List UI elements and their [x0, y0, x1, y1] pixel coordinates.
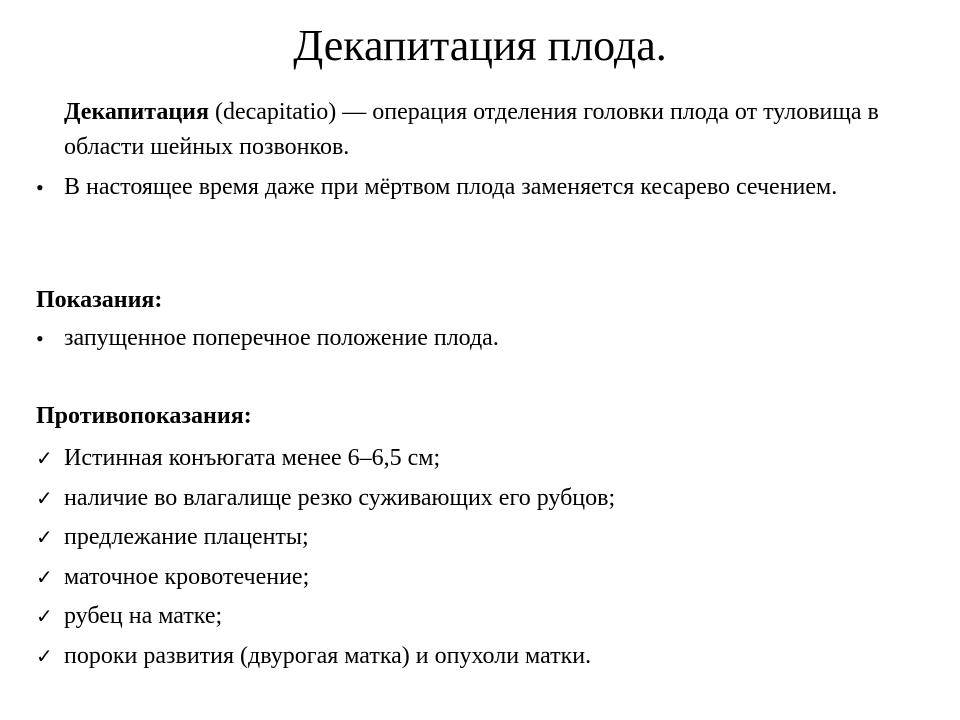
definition-term: Декапитация — [64, 99, 209, 125]
checkmark-icon: ✓ — [36, 525, 53, 549]
bullet-icon: • — [36, 326, 44, 351]
contraindications-heading: Противопоказания: — [36, 403, 252, 429]
definition-paragraph — [64, 95, 914, 165]
contraindication-text: рубец на матке; — [64, 603, 223, 629]
intro-bullet-text: В настоящее время даже при мёртвом плода заменяется кесарево сечением. — [64, 174, 838, 200]
contraindication-text: наличие во влагалище резко суживающих его рубцов; — [64, 485, 616, 511]
bullet-icon: • — [36, 175, 44, 200]
contraindication-text: маточное кровотечение; — [64, 564, 310, 590]
definition-text: (decapitatio) — операция отделения головки плода от туловища в области шейных позвонков. — [64, 99, 879, 160]
indications-heading: Показания: — [36, 287, 163, 313]
checkmark-icon: ✓ — [36, 446, 53, 470]
checkmark-icon: ✓ — [36, 644, 53, 668]
contraindication-text: пороки развития (двурогая матка) и опухоли матки. — [64, 643, 592, 669]
contraindication-text: Истинная конъюгата менее 6–6,5 см; — [64, 445, 441, 471]
slide-title: Декапитация плода. — [293, 21, 667, 70]
checkmark-icon: ✓ — [36, 604, 53, 628]
indications-item-text: запущенное поперечное положение плода. — [64, 325, 499, 351]
contraindication-text: предлежание плаценты; — [64, 524, 309, 550]
checkmark-icon: ✓ — [36, 486, 53, 510]
checkmark-icon: ✓ — [36, 565, 53, 589]
